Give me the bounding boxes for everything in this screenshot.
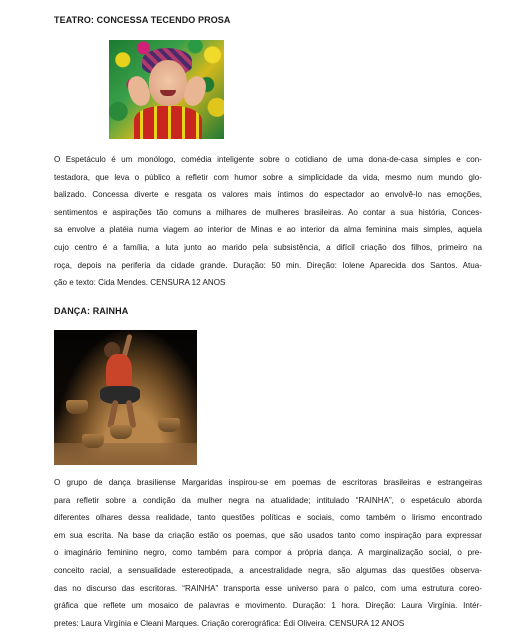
text-line: testadora, que leva o público a refletir com humor sobre a simplicidade da vida, mesmo num mundo glo- (54, 172, 482, 182)
section-text-danca (54, 474, 482, 632)
dance-performer-photo (54, 330, 197, 465)
text-line: em sua escrita. Na base da criação estão os poemas, que são usados tanto como inspiração para expressar (54, 530, 482, 540)
section-title-danca: DANÇA: RAINHA (54, 306, 129, 316)
text-line: O grupo de dança brasiliense Margaridas inspirou-se em poemas de escritoras brasileiras e estrangeiras (54, 478, 482, 487)
section-text-teatro (54, 151, 482, 292)
text-line: para refletir sobre a condição da mulher negra na atualidade; intitulado “RAINHA”, o espetáculo aborda (54, 495, 482, 505)
text-line: O Espetáculo é um monólogo, comédia inteligente sobre o cotidiano de uma dona-de-casa simples e con- (54, 155, 482, 164)
text-line: diferentes olhares dessa realidade, tanto questões políticas e sociais, como também o lirismo encontrado (54, 513, 482, 523)
section-title-teatro: TEATRO: CONCESSA TECENDO PROSA (54, 15, 231, 25)
text-line: roça, depois na periferia da cidade grande. Duração: 50 min. Direção: Iolene Aparecida dos Santos. Atua- (54, 260, 482, 270)
text-line: conceito racial, a sensualidade estereotipada, a ancestralidade negra, são algumas das questões observa- (54, 565, 482, 575)
text-line: das no discurso das escritoras. “RAINHA” transporta esse universo para o palco, com uma estrutura coreo- (54, 583, 482, 593)
text-line: ção e texto: Cida Mendes. CENSURA 12 ANOS (54, 278, 226, 288)
theatre-performer-photo (109, 40, 224, 139)
text-line: gráfica que reflete um mosaico de palavras e movimento. Duração: 1 hora. Direção: Laura Virgínia. Intér- (54, 601, 482, 611)
text-line: cujo centro é a família, a luta junto ao marido pela subsistência, a difícil criação dos filhos, primeiro na (54, 242, 482, 252)
text-line: sentimentos e aspirações tão comuns a milhares de mulheres brasileiras. Ao contar a sua história, Conces- (54, 207, 482, 217)
text-line: sa envolve a platéia numa viagem ao interior de Minas e ao interior da alma feminina mais simples, aquela (54, 225, 482, 235)
text-line: o imaginário feminino negro, como também para compor a própria dança. A marginalização social, o pre- (54, 548, 482, 558)
text-line: pretes: Laura Virgínia e Cleani Marques. Criação corerográfica: Édi Oliveira. CENSURA 12 ANOS (54, 618, 405, 628)
text-line: balizado. Concessa diverte e resgata os valores mais íntimos do espectador ao envolvê-lo nas emoções, (54, 190, 482, 200)
